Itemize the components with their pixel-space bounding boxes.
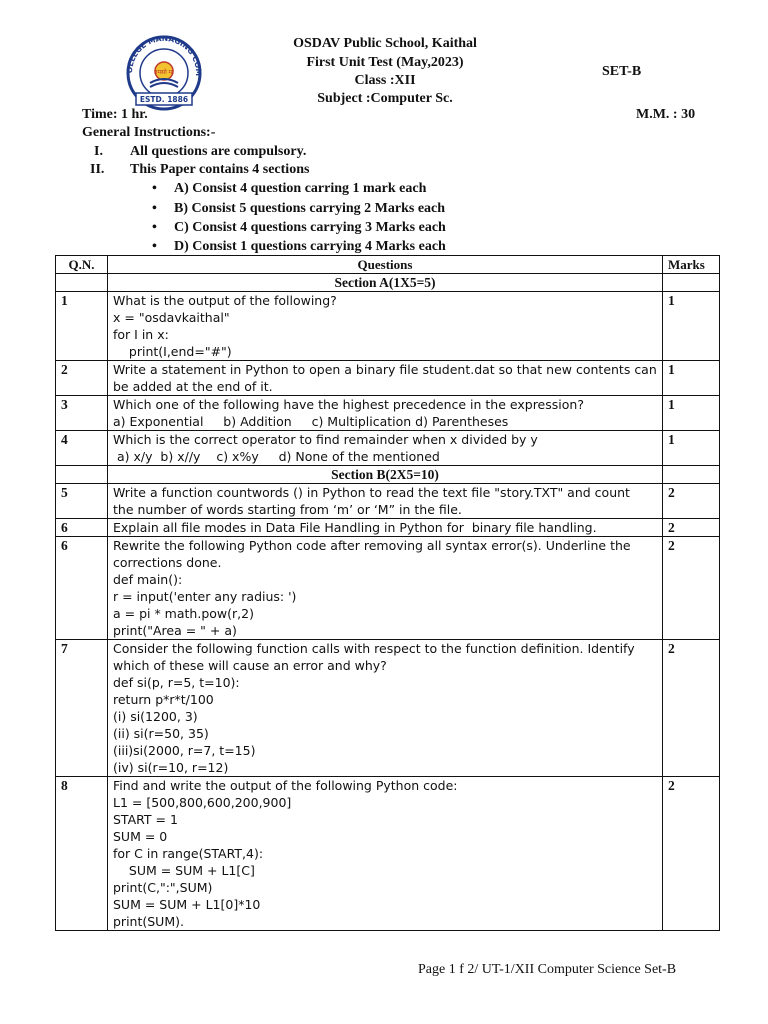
question-marks: 2 (663, 640, 720, 777)
question-number: 5 (56, 484, 108, 519)
question-row (56, 292, 720, 361)
question-line: (i) si(1200, 3) (113, 709, 198, 724)
instructions-title: General Instructions:- (82, 125, 216, 140)
question-row (56, 484, 720, 519)
question-line: (iv) si(r=10, r=12) (113, 760, 229, 775)
question-line: def si(p, r=5, t=10): (113, 675, 240, 690)
question-text (108, 361, 663, 396)
question-number: 1 (56, 292, 108, 361)
subject-name: Subject :Computer Sc. (317, 91, 453, 106)
question-marks: 2 (663, 537, 720, 640)
question-text (108, 484, 663, 519)
question-marks: 2 (663, 519, 720, 537)
question-row (56, 777, 720, 931)
instruction-item: II. This Paper contains 4 sections (90, 162, 310, 177)
question-line: Write a statement in Python to open a binary file student.dat so that new contents can (113, 362, 657, 377)
question-line: SUM = SUM + L1[C] (113, 863, 255, 878)
question-table (55, 255, 720, 931)
school-name: OSDAV Public School, Kaithal (293, 36, 477, 51)
set-label: SET-B (602, 64, 642, 79)
question-line: What is the output of the following? (113, 293, 337, 308)
section-bullet: • A) Consist 4 question carring 1 mark each (152, 181, 427, 196)
question-line: (ii) si(r=50, 35) (113, 726, 209, 741)
question-line: print(I,end="#") (113, 344, 232, 359)
question-line: which of these will cause an error and why? (113, 658, 387, 673)
section-row (56, 274, 720, 292)
question-line: Rewrite the following Python code after removing all syntax error(s). Underline the (113, 538, 631, 553)
question-line: L1 = [500,800,600,200,900] (113, 795, 292, 810)
question-row (56, 640, 720, 777)
question-number: 3 (56, 396, 108, 431)
question-line: r = input('enter any radius: ') (113, 589, 297, 604)
logo-center-text: तमसो मा (154, 69, 174, 76)
question-marks: 1 (663, 431, 720, 466)
question-line: for C in range(START,4): (113, 846, 264, 861)
question-line: print(SUM). (113, 914, 184, 929)
question-line: def main(): (113, 572, 183, 587)
question-line: (iii)si(2000, r=7, t=15) (113, 743, 256, 758)
question-text (108, 640, 663, 777)
question-number: 6 (56, 519, 108, 537)
max-marks: M.M. : 30 (636, 107, 696, 122)
question-line: return p*r*t/100 (113, 692, 214, 707)
section-bullet: • D) Consist 1 questions carrying 4 Marks each (152, 239, 446, 254)
question-number: 4 (56, 431, 108, 466)
question-number: 7 (56, 640, 108, 777)
table-header-row (56, 256, 720, 274)
question-line: Explain all file modes in Data File Handling in Python for binary file handling. (113, 520, 597, 535)
question-number: 6 (56, 537, 108, 640)
question-line: START = 1 (113, 812, 178, 827)
school-logo (122, 33, 206, 113)
question-line: a) x/y b) x//y c) x%y d) None of the mentioned (113, 449, 440, 464)
question-line: a = pi * math.pow(r,2) (113, 606, 254, 621)
question-marks: 2 (663, 484, 720, 519)
logo-arc-text: OLLEGE MANAGING COM (124, 33, 204, 77)
question-number: 2 (56, 361, 108, 396)
time-label: Time: 1 hr. (82, 107, 148, 122)
question-line: SUM = 0 (113, 829, 168, 844)
question-marks: 1 (663, 292, 720, 361)
header-qn: Q.N. (56, 256, 108, 274)
section-empty-cell (56, 274, 108, 292)
section-empty-cell (663, 466, 720, 484)
section-empty-cell (663, 274, 720, 292)
question-line: SUM = SUM + L1[0]*10 (113, 897, 261, 912)
question-line: print("Area = " + a) (113, 623, 237, 638)
section-empty-cell (56, 466, 108, 484)
question-line: Write a function countwords () in Python to read the text file "story.TXT" and count (113, 485, 630, 500)
section-row (56, 466, 720, 484)
question-number: 8 (56, 777, 108, 931)
class-name: Class :XII (354, 73, 416, 88)
question-line: Which one of the following have the highest precedence in the expression? (113, 397, 584, 412)
question-row (56, 431, 720, 466)
question-line: x = "osdavkaithal" (113, 310, 230, 325)
question-marks: 1 (663, 361, 720, 396)
question-line: Which is the correct operator to find remainder when x divided by y (113, 432, 538, 447)
question-line: Find and write the output of the following Python code: (113, 778, 458, 793)
question-marks: 2 (663, 777, 720, 931)
instruction-item: I. All questions are compulsory. (94, 144, 307, 159)
section-bullet: • C) Consist 4 questions carrying 3 Marks each (152, 220, 446, 235)
question-row (56, 361, 720, 396)
question-text (108, 292, 663, 361)
question-text (108, 431, 663, 466)
question-row (56, 519, 720, 537)
header-marks: Marks (663, 256, 720, 274)
page-footer: Page 1 f 2/ UT-1/XII Computer Science Set-B (418, 962, 677, 977)
question-marks: 1 (663, 396, 720, 431)
question-line: Consider the following function calls with respect to the function definition. Identify (113, 641, 635, 656)
question-text (108, 537, 663, 640)
question-line: for I in x: (113, 327, 169, 342)
logo-estd: ESTD. 1886 (139, 95, 189, 104)
section-title: Section B(2X5=10) (108, 466, 663, 484)
test-name: First Unit Test (May,2023) (306, 55, 464, 70)
question-line: print(C,":",SUM) (113, 880, 213, 895)
section-bullet: • B) Consist 5 questions carrying 2 Marks each (152, 201, 446, 216)
question-row (56, 396, 720, 431)
question-text (108, 519, 663, 537)
question-row (56, 537, 720, 640)
question-text (108, 396, 663, 431)
question-text (108, 777, 663, 931)
header-questions: Questions (108, 256, 663, 274)
section-title: Section A(1X5=5) (108, 274, 663, 292)
question-line: be added at the end of it. (113, 379, 273, 394)
question-line: corrections done. (113, 555, 222, 570)
question-line: the number of words starting from ‘m’ or ‘M” in the file. (113, 502, 462, 517)
question-line: a) Exponential b) Addition c) Multiplication d) Parentheses (113, 414, 509, 429)
